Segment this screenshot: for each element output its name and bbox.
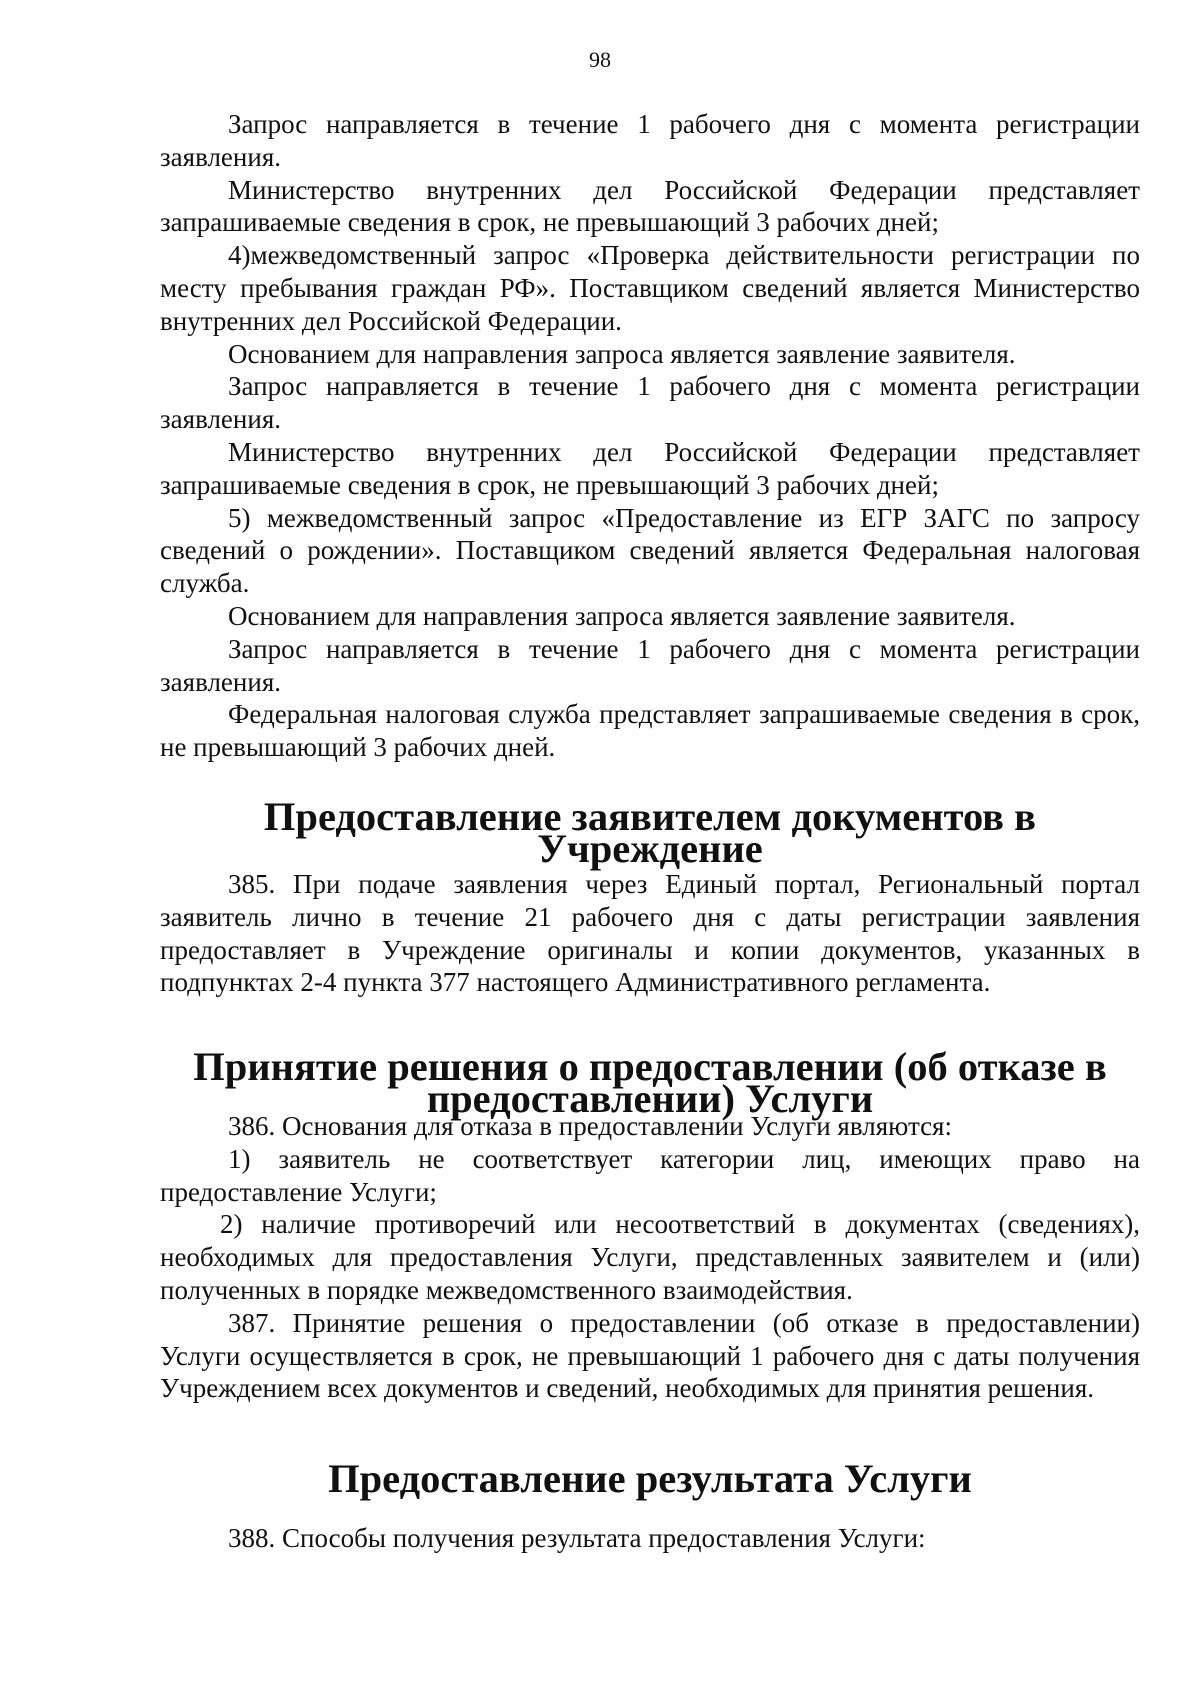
paragraph: 5) межведомственный запрос «Предоставление из ЕГР ЗАГС по запросу сведений о рождении». Поставщиком сведений является Федеральная налоговая служба. [160, 502, 1140, 599]
paragraph: 386. Основания для отказа в предоставлении Услуги являются: [228, 1111, 952, 1141]
section-decision [160, 1110, 1140, 1405]
paragraph: Основанием для направления запроса является заявление заявителя. [228, 338, 1016, 369]
paragraph: Министерство внутренних дел Российской Федерации представляет запрашиваемые сведения в срок, не превышающий 3 рабочих дней; [160, 174, 1140, 238]
paragraph: Запрос направляется в течение 1 рабочего дня с момента регистрации заявления. [160, 371, 1140, 435]
paragraph: 385. При подаче заявления через Единый портал, Региональный портал заявитель лично в течение 21 рабочего дня с даты регистрации заявления предоставляет в Учреждение оригиналы и копии документов, указанных в подпунктах 2-4 пункта 377 настоящего Административного регламента. [160, 869, 1140, 998]
section-heading-documents: Предоставление заявителем документов в Учреждение [263, 794, 1037, 871]
paragraph: 2) наличие противоречий или несоответствий в документах (сведениях), необходимых для предоставления Услуги, представленных заявителем и (или) полученных в порядке межведомственного взаимодействия. [160, 1209, 1140, 1305]
paragraph: Запрос направляется в течение 1 рабочего дня с момента регистрации заявления. [160, 109, 1140, 172]
section-interagency-requests [160, 108, 1140, 764]
paragraph: Основанием для направления запроса является заявление заявителя. [228, 600, 1016, 631]
section-heading-result: Предоставление результата Услуги [328, 1456, 972, 1501]
paragraph: 1) заявитель не соответствует категории лиц, имеющих право на предоставление Услуги; [160, 1143, 1140, 1207]
paragraph: 4)межведомственный запрос «Проверка действительности регистрации по месту пребывания граждан РФ». Поставщиком сведений является Министерство внутренних дел Российской Федерации. [160, 240, 1140, 336]
paragraph: 387. Принятие решения о предоставлении (об отказе в предоставлении) Услуги осуществляется в срок, не превышающий 1 рабочего дня с даты получения Учреждением всех документов и сведений, необходимых для принятия решения. [160, 1307, 1140, 1404]
paragraph: Министерство внутренних дел Российской Федерации представляет запрашиваемые сведения в срок, не превышающий 3 рабочих дней; [160, 436, 1140, 500]
section-heading-decision: Принятие решения о предоставлении (об отказе в предоставлении) Услуги [193, 1044, 1107, 1121]
page-number: 98 [589, 47, 611, 72]
section-documents-submission [160, 868, 1140, 999]
paragraph: Федеральная налоговая служба представляет запрашиваемые сведения в срок, не превышающий 3 рабочих дней. [160, 699, 1140, 763]
paragraph: 388. Способы получения результата предоставления Услуги: [228, 1523, 926, 1553]
section-result [160, 1522, 1140, 1555]
paragraph: Запрос направляется в течение 1 рабочего дня с момента регистрации заявления. [160, 633, 1140, 697]
